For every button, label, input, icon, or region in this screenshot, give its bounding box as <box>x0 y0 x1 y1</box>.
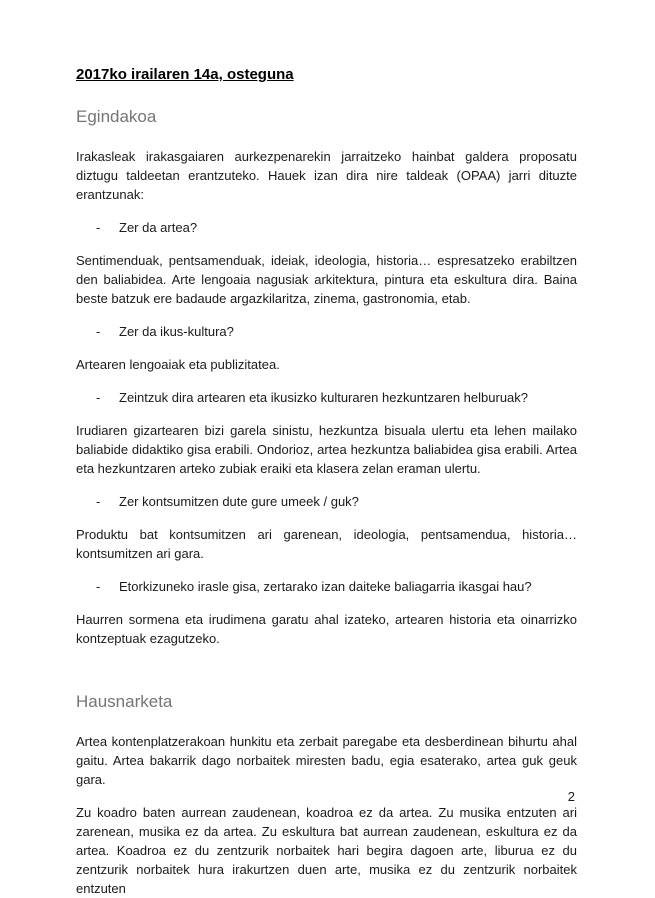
paragraph-answer: Sentimenduak, pentsamenduak, ideiak, ideologia, historia… espresatzeko erabiltzen den baliabidea. Arte lengoaia nagusiak arkitektura, pintura eta eskultura dira. Baina beste batzuk ere badaude argazkilaritza, zinema, gastronomia, etab. <box>76 253 577 306</box>
list-item-text: Etorkizuneko irasle gisa, zertarako izan daiteke baliagarria ikasgai hau? <box>119 579 532 594</box>
bullet-marker: - <box>96 220 101 235</box>
list-item <box>96 322 577 341</box>
list-item <box>96 577 577 596</box>
bullet-marker: - <box>96 324 101 339</box>
list-item <box>96 492 577 511</box>
paragraph: Zu koadro baten aurrean zaudenean, koadroa ez da artea. Zu musika entzuten ari zarenean, musika ez da artea. Zu eskultura bat aurrean zaudenean, eskultura ez da artea. Koadroa ez du zentzurik norbaitek hari begira dagoen arte, liburua ez du zentzurik norbaitek hura irakurtzen duen arte, musika ez du zentzurik norbaitek entzuten <box>76 805 577 896</box>
paragraph-answer: Produktu bat kontsumitzen ari garenean, ideologia, pentsamendua, historia… kontsumitzen ari gara. <box>76 527 577 561</box>
paragraph: Artea kontenplatzerakoan hunkitu eta zerbait paregabe eta desberdinean bihurtu ahal gaitu. Artea bakarrik dago norbaitek miresten badu, egia esaterako, artea guk geuk gara. <box>76 734 577 787</box>
bullet-marker: - <box>96 494 101 509</box>
paragraph-answer: Irudiaren gizartearen bizi garela sinistu, hezkuntza bisuala ulertu eta lehen mailako baliabide didaktiko gisa erabili. Ondorioz, artea hezkuntza baliabidea gisa erabili. Artea eta hezkuntzaren arteko zubiak eraiki eta klasera zelan eraman ulertu. <box>76 423 577 476</box>
list-item <box>96 218 577 237</box>
list-item-text: Zeintzuk dira artearen eta ikusizko kulturaren hezkuntzaren helburuak? <box>119 390 529 405</box>
paragraph-intro: Irakasleak irakasgaiaren aurkezpenarekin jarraitzeko hainbat galdera proposatu diztugu taldeetan erantzuteko. Hauek izan dira nire taldeak (OPAA) jarri dituzte erantzunak: <box>76 149 577 202</box>
section-heading-egindakoa: Egindakoa <box>76 107 157 126</box>
section-heading-hausnarketa: Hausnarketa <box>76 692 173 711</box>
bullet-marker: - <box>96 579 101 594</box>
paragraph-answer: Artearen lengoaiak eta publizitatea. <box>76 357 280 372</box>
bullet-marker: - <box>96 390 101 405</box>
list-item-text: Zer da ikus-kultura? <box>119 324 234 339</box>
page-title: 2017ko irailaren 14a, osteguna <box>76 66 294 83</box>
paragraph-answer: Haurren sormena eta irudimena garatu ahal izateko, artearen historia eta oinarrizko kontzeptuak ezagutzeko. <box>76 612 577 646</box>
page-number: 2 <box>567 789 575 804</box>
list-item-text: Zer kontsumitzen dute gure umeek / guk? <box>119 494 359 509</box>
list-item <box>96 388 577 407</box>
list-item-text: Zer da artea? <box>119 220 198 235</box>
